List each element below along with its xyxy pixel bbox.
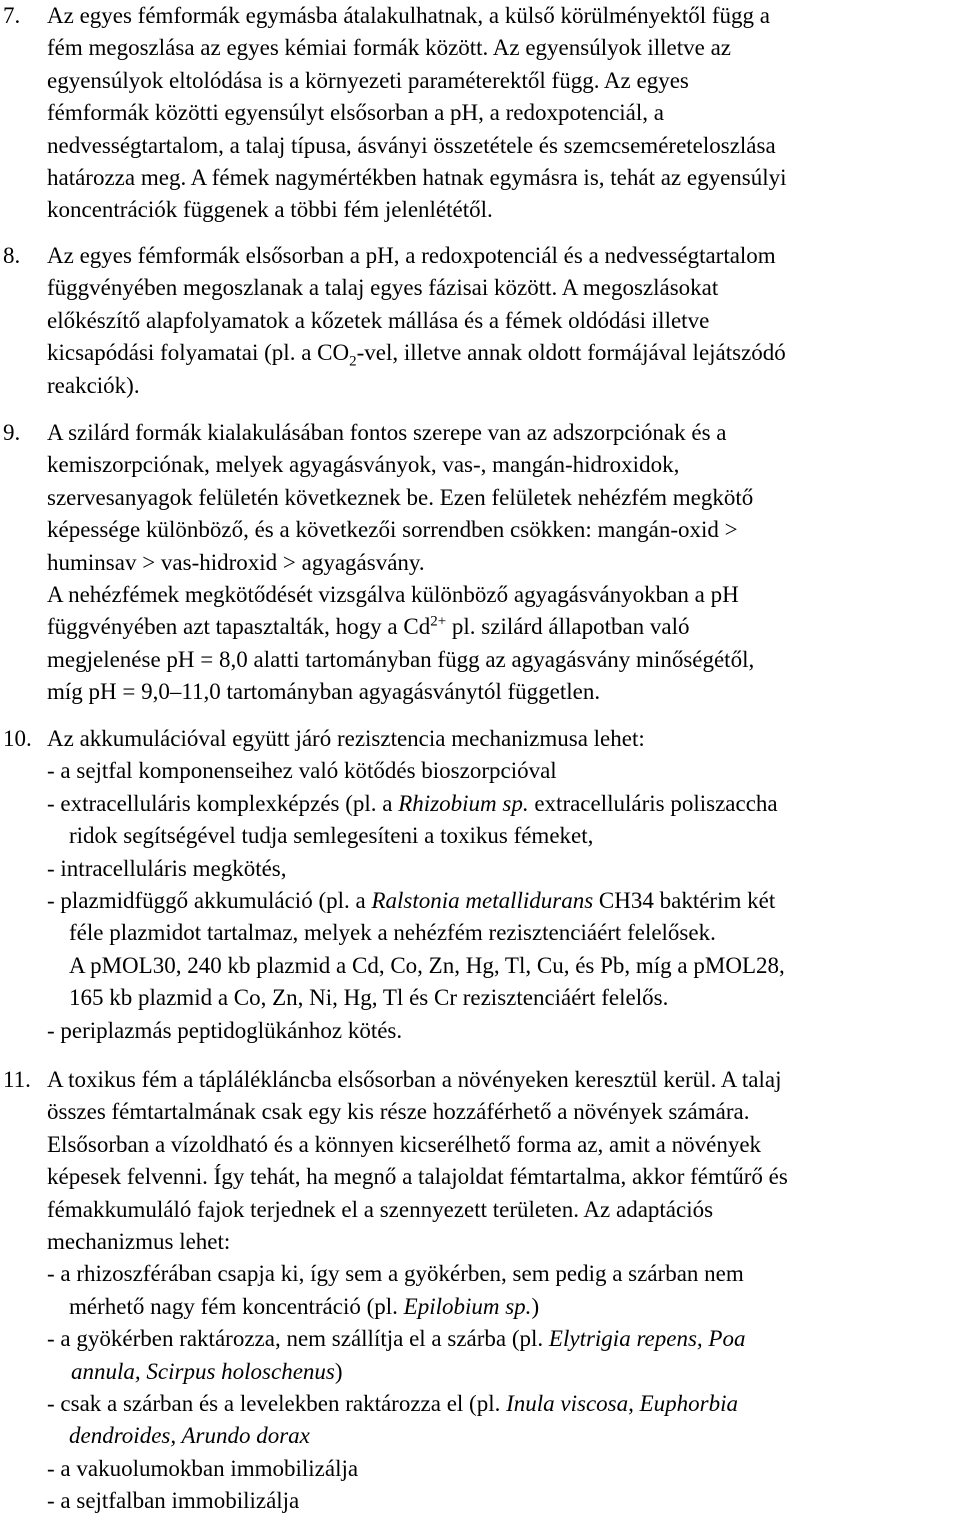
text-line: fémakkumuláló fajok terjednek el a szennyezett területen. Az adaptációs xyxy=(47,1196,714,1222)
text-fragment: extracelluláris poliszaccha xyxy=(528,790,778,816)
text-line: - a sejtfal komponenseihez való kötődés bioszorpcióval xyxy=(47,758,557,784)
text-line: - a sejtfalban immobilizálja xyxy=(47,1488,300,1514)
text-fragment: ) xyxy=(531,1293,540,1319)
subscript: 2 xyxy=(349,353,357,370)
species-name: Elytrigia repens, Poa xyxy=(548,1326,746,1352)
item-body xyxy=(47,240,957,402)
text-line: fém megoszlása az egyes kémiai formák között. Az egyensúlyok illetve az xyxy=(47,35,732,61)
species-name: Epilobium sp. xyxy=(403,1293,532,1319)
text-fragment: - csak a szárban és a levelekben raktározza el (pl. xyxy=(47,1390,507,1416)
text-fragment: kicsapódási folyamatai (pl. a CO xyxy=(47,340,350,366)
text-line: mechanizmus lehet: xyxy=(47,1228,231,1254)
species-name: Ralstonia metallidurans xyxy=(371,887,594,913)
text-line xyxy=(47,611,957,643)
text-line: A pMOL30, 240 kb plazmid a Cd, Co, Zn, Hg, Tl, Cu, és Pb, míg a pMOL28, xyxy=(69,952,785,978)
species-name: dendroides, Arundo dorax xyxy=(69,1423,310,1449)
text-line: kemiszorpciónak, melyek agyagásványok, vas-, mangán-hidroxidok, xyxy=(47,452,680,478)
text-line: nedvességtartalom, a talaj típusa, ásványi összetétele és szemcseméreteloszlása xyxy=(47,132,776,158)
text-fragment: - extracelluláris komplexképzés (pl. a xyxy=(47,790,399,816)
text-line: ridok segítségével tudja semlegesíteni a toxikus fémeket, xyxy=(69,823,594,849)
text-line: A szilárd formák kialakulásában fontos szerepe van az adszorpciónak és a xyxy=(47,420,727,445)
text-line: képessége különböző, és a következői sorrendben csökken: mangán-oxid > xyxy=(47,517,738,543)
text-line: fémformák közötti egyensúlyt elsősorban a pH, a redoxpotenciál, a xyxy=(47,100,664,126)
item-number: 11. xyxy=(3,1067,31,1092)
text-line: Az egyes fémformák egymásba átalakulhatnak, a külső körülményektől függ a xyxy=(47,3,770,28)
text-line: - periplazmás peptidoglükánhoz kötés. xyxy=(47,1017,403,1043)
text-line: szervesanyagok felületén következnek be. Ezen felületek nehézfém megkötő xyxy=(47,484,754,510)
item-number: 9. xyxy=(3,420,21,445)
item-number: 10. xyxy=(3,726,32,751)
text-line: míg pH = 9,0–11,0 tartományban agyagásványtól független. xyxy=(47,679,601,705)
text-line xyxy=(47,1420,957,1452)
text-line: reakciók). xyxy=(47,372,140,398)
item-body xyxy=(47,723,957,1047)
text-line: függvényében megoszlanak a talaj egyes fázisai között. A megoszlásokat xyxy=(47,275,719,301)
text-line xyxy=(47,1356,957,1388)
text-line: Az egyes fémformák elsősorban a pH, a redoxpotenciál és a nedvességtartalom xyxy=(47,243,776,268)
text-fragment: CH34 baktérim két xyxy=(593,887,776,913)
text-line: határozza meg. A fémek nagymértékben hatnak egymásra is, tehát az egyensúlyi xyxy=(47,164,787,190)
text-line: egyensúlyok eltolódása is a környezeti paraméterektől függ. Az egyes xyxy=(47,67,689,93)
text-line: előkészítő alapfolyamatok a kőzetek mállása és a fémek oldódási illetve xyxy=(47,307,710,333)
text-line xyxy=(47,1323,957,1355)
text-line: - a vakuolumokban immobilizálja xyxy=(47,1455,359,1481)
text-fragment: -vel, illetve annak oldott formájával lejátszódó xyxy=(356,340,786,366)
text-fragment: - a gyökérben raktározza, nem szállítja el a szárba (pl. xyxy=(47,1326,549,1352)
text-line: megjelenése pH = 8,0 alatti tartományban függ az agyagásvány minőségétől, xyxy=(47,646,755,672)
superscript: 2+ xyxy=(430,613,447,630)
text-line: összes fémtartalmának csak egy kis része hozzáférhető a növények számára. xyxy=(47,1099,750,1125)
species-name: annula, Scirpus holoschenus xyxy=(71,1358,335,1384)
text-line: koncentrációk függenek a többi fém jelenlététől. xyxy=(47,197,493,223)
item-body xyxy=(47,0,957,227)
text-line xyxy=(47,885,957,917)
item-number: 8. xyxy=(3,243,21,268)
text-line xyxy=(47,788,957,820)
text-line: huminsav > vas-hidroxid > agyagásvány. xyxy=(47,549,425,575)
text-fragment: - plazmidfüggő akkumuláció (pl. a xyxy=(47,887,372,913)
text-line: A nehézfémek megkötődését vizsgálva különböző agyagásványokban a pH xyxy=(47,581,739,607)
text-line: A toxikus fém a táplálékláncba elsősorban a növényeken keresztül kerül. A talaj xyxy=(47,1067,782,1092)
item-body xyxy=(47,417,957,709)
species-name: Inula viscosa, Euphorbia xyxy=(506,1390,739,1416)
text-line: féle plazmidot tartalmaz, melyek a nehézfém rezisztenciáért felelősek. xyxy=(69,920,716,946)
text-fragment: mérhető nagy fém koncentráció (pl. xyxy=(69,1293,404,1319)
text-fragment: ) xyxy=(334,1358,343,1384)
item-body xyxy=(47,1064,957,1517)
species-name: Rhizobium sp. xyxy=(398,790,529,816)
text-fragment: pl. szilárd állapotban való xyxy=(446,614,690,640)
text-line: 165 kb plazmid a Co, Zn, Ni, Hg, Tl és Cr rezisztenciáért felelős. xyxy=(69,985,669,1011)
text-line xyxy=(47,337,957,369)
text-line: képesek felvenni. Így tehát, ha megnő a talajoldat fémtartalma, akkor fémtűrő és xyxy=(47,1164,788,1190)
text-line xyxy=(47,1388,957,1420)
text-line: Az akkumulációval együtt járó rezisztencia mechanizmusa lehet: xyxy=(47,726,645,751)
text-fragment: függvényében azt tapasztalták, hogy a Cd xyxy=(47,614,431,640)
text-line: - a rhizoszférában csapja ki, így sem a gyökérben, sem pedig a szárban nem xyxy=(47,1261,744,1287)
item-number: 7. xyxy=(3,3,21,28)
text-line: - intracelluláris megkötés, xyxy=(47,855,287,881)
text-line: Elsősorban a vízoldható és a könnyen kicserélhető forma az, amit a növények xyxy=(47,1131,762,1157)
text-line xyxy=(47,1291,957,1323)
